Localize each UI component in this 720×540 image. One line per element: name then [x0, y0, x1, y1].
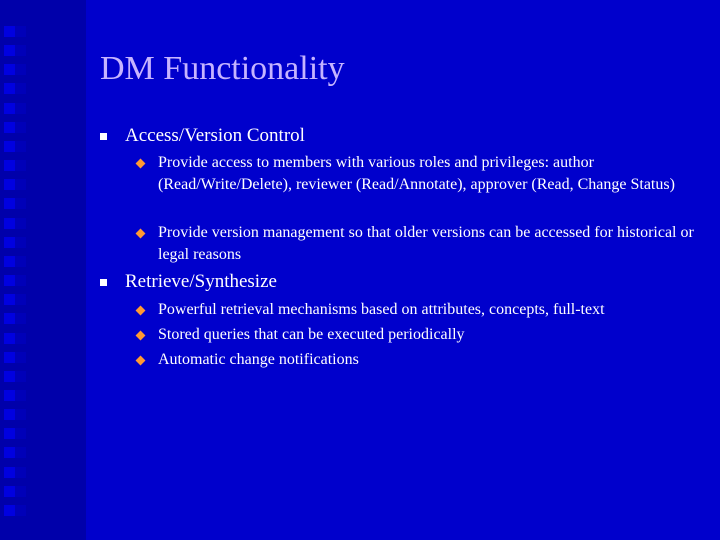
decorative-square	[15, 505, 26, 516]
decorative-square	[15, 447, 26, 458]
decorative-square	[15, 275, 26, 286]
list-item: Automatic change notifications	[158, 351, 359, 368]
decorative-square	[15, 371, 26, 382]
decorative-square	[15, 103, 26, 114]
decorative-square	[4, 313, 15, 324]
decorative-square	[4, 333, 15, 344]
slide-title: DM Functionality	[100, 50, 345, 87]
decorative-square	[4, 486, 15, 497]
decorative-square	[4, 371, 15, 382]
decorative-square-column	[4, 26, 15, 516]
decorative-square	[4, 467, 15, 478]
decorative-square	[4, 103, 15, 114]
decorative-square	[15, 313, 26, 324]
decorative-square	[4, 447, 15, 458]
decorative-square	[4, 83, 15, 94]
list-item: Powerful retrieval mechanisms based on attributes, concepts, full-text	[158, 301, 605, 318]
decorative-square	[4, 275, 15, 286]
decorative-square	[15, 26, 26, 37]
decorative-square	[15, 486, 26, 497]
section-heading-access-version-control: Access/Version Control	[125, 125, 305, 146]
decorative-square	[15, 294, 26, 305]
decorative-square	[15, 83, 26, 94]
list-item: Provide version management so that older versions can be accessed for historical or legal reasons	[158, 224, 694, 263]
decorative-square	[15, 333, 26, 344]
square-bullet-icon	[100, 133, 107, 140]
decorative-square	[15, 45, 26, 56]
decorative-square	[15, 409, 26, 420]
list-item: Stored queries that can be executed periodically	[158, 326, 465, 343]
decorative-square	[4, 64, 15, 75]
decorative-square	[15, 160, 26, 171]
list-item: Provide access to members with various roles and privileges: author (Read/Write/Delete), reviewer (Read/Annotate), approver (Read, Change Status)	[158, 154, 675, 193]
decorative-square	[4, 409, 15, 420]
decorative-square	[15, 237, 26, 248]
decorative-square	[15, 179, 26, 190]
decorative-square	[15, 64, 26, 75]
diamond-bullet-icon	[136, 229, 146, 239]
decorative-square	[4, 428, 15, 439]
decorative-square-column	[15, 26, 26, 516]
decorative-square	[15, 467, 26, 478]
decorative-square	[15, 352, 26, 363]
decorative-square	[4, 218, 15, 229]
decorative-square	[4, 198, 15, 209]
decorative-square	[15, 198, 26, 209]
decorative-square	[4, 26, 15, 37]
square-bullet-icon	[100, 279, 107, 286]
section-heading-retrieve-synthesize: Retrieve/Synthesize	[125, 271, 277, 292]
decorative-square	[15, 141, 26, 152]
diamond-bullet-icon	[136, 159, 146, 169]
decorative-square	[4, 256, 15, 267]
decorative-square	[4, 352, 15, 363]
diamond-bullet-icon	[136, 306, 146, 316]
decorative-square	[4, 122, 15, 133]
decorative-square	[4, 294, 15, 305]
diamond-bullet-icon	[136, 356, 146, 366]
decorative-square	[4, 179, 15, 190]
decorative-square	[15, 122, 26, 133]
decorative-square	[4, 160, 15, 171]
decorative-square	[4, 390, 15, 401]
decorative-square	[15, 390, 26, 401]
decorative-square	[4, 505, 15, 516]
decorative-square	[4, 45, 15, 56]
decorative-square	[15, 428, 26, 439]
decorative-square	[15, 256, 26, 267]
diamond-bullet-icon	[136, 331, 146, 341]
decorative-square	[4, 141, 15, 152]
decorative-square	[15, 218, 26, 229]
decorative-square	[4, 237, 15, 248]
